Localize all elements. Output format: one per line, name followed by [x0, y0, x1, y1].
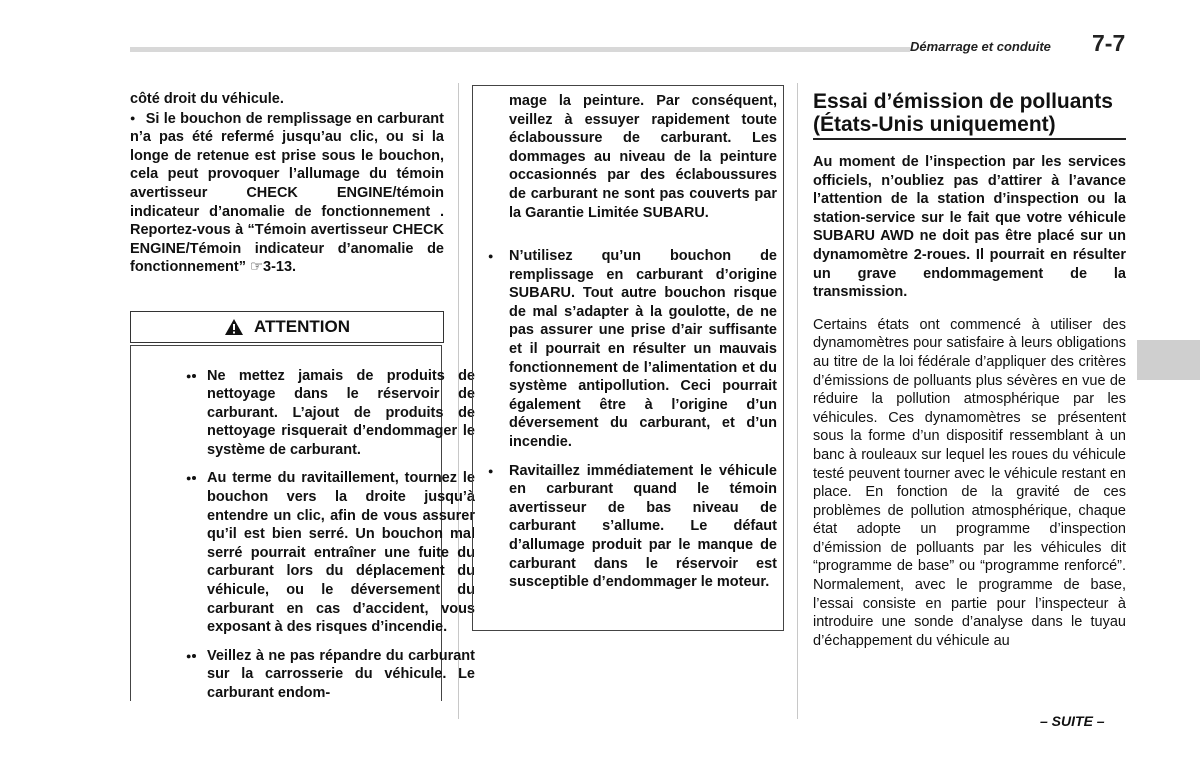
bullet: ● [488, 465, 494, 476]
list-item [186, 647, 475, 703]
section-title-rule [813, 138, 1126, 140]
bullet: • ● [186, 370, 192, 381]
intro-line: côté droit du véhicule. [130, 91, 284, 107]
intro-list [130, 109, 444, 277]
bullet: ● [130, 112, 136, 123]
column-3 [813, 90, 1126, 650]
attention-list-continued [488, 247, 777, 602]
attention-list [167, 367, 475, 713]
list-item-text: Veillez à ne pas répandre du carburant sur la carrosserie du véhicule. Le carburant endom- [207, 647, 475, 701]
continued-marker: – SUITE – [1040, 713, 1105, 729]
section-lead: Au moment de l’inspection par les services officiels, n’oubliez pas d’attirer à l’avance l’attention de la station d’inspection ou la station-service sur le fait que votre véhicule SUBARU AWD ne doit pas être placé sur un dynamomètre 2-roues. Il pourrait en résulter un grave endommagement de la transmission. [813, 154, 1126, 301]
attention-title: ATTENTION [253, 317, 350, 336]
header-rule [130, 47, 910, 52]
list-item [186, 367, 475, 460]
bullet: • ● [186, 650, 192, 661]
list-item-text: Ne mettez jamais de produits de nettoyage dans le réservoir de carburant. L’ajout de produits de nettoyage risquerait d’endommager le système de carburant. [207, 367, 475, 458]
section-title: Essai d’émission de polluants (États-Unis uniquement) [813, 90, 1113, 136]
list-item-text: Si le bouchon de remplissage en carburant n’a pas été refermé jusqu’au clic, ou si la longe de retenue est prise sous le bouchon, cela peut provoquer l’allumage du témoin avertisseur CHECK ENGINE/témoin indicateur d’anomalie de fonctionnement . Reportez-vous à “Témoin avertisseur CHECK ENGINE/Témoin indicateur d’anomalie de fonctionnement” ☞3-13. [130, 110, 444, 276]
attention-header [130, 311, 444, 343]
list-item [488, 462, 777, 592]
column-divider-right [797, 83, 798, 719]
attention-box [130, 345, 475, 701]
section-body: Certains états ont commencé à utiliser des dynamomètres pour satisfaire à leurs obligations au titre de la loi fédérale d’appliquer des critères d’émissions de polluants plus sévères en vue de réduire la pollution atmosphérique par les véhicules. Ces dynamomètres se présentent sous la forme d’un dispositif ressemblant à un banc à rouleaux sur lequel les roues du véhicule testé peuvent tourner avec le véhicule restant en place. En fonction de la gravité de ces problèmes de pollution atmosphérique, chaque état adopte un programme d’inspection d’émission de polluants par les véhicules dit “programme de base” ou “programme renforcé”. Normalement, avec le programme de base, l’essai consiste en partie pour l’inspecteur à introduire une sonde d’analyse dans le tuyau d’échappement du véhicule au [813, 316, 1126, 649]
bullet: • ● [186, 473, 192, 484]
bullet: ● [488, 251, 494, 261]
list-item [186, 469, 475, 636]
chapter-side-tab [1137, 340, 1200, 380]
list-item [488, 247, 777, 452]
list-item-text: Ravitaillez immédiatement le véhicule en carburant quand le témoin avertisseur de bas niveau de carburant s’allume. Le défaut d’allumage produit par le manque de carburant dans le réservoir est susceptible d’endommager le moteur. [509, 462, 777, 591]
chapter-title: Démarrage et conduite [910, 39, 1051, 54]
list-item-text: N’utilisez qu’un bouchon de remplissage en carburant d’origine SUBARU. Tout autre bouchon risque de mal s’adapter à la goulotte, de ne pas assurer une prise d’air suffisante et il pourrait en résulter un mauvais fonctionnement de l’alimentation et du système antipollution. Ceci pourrait également être à l’origine d’un déversement du carburant, et d’un incendie. [509, 248, 777, 450]
continued-text: mage la peinture. Par conséquent, veillez à essuyer rapidement toute éclaboussure de carburant. Les dommages au niveau de la peinture occasionnés par des éclaboussures de carburant ne sont pas couverts par la Garantie Limitée SUBARU. [509, 93, 777, 221]
column-1 [130, 90, 444, 277]
list-item-text: Au terme du ravitaillement, tournez le bouchon vers la droite jusqu’à entendre un clic, afin de vous assurer qu’il est bien serré. Un bouchon mal serré pourrait entraîner une fuite du carburant lors du déplacement du véhicule, ou le déversement du carburant en cas d’accident, vous exposant à des risques d’incendie. [207, 470, 475, 636]
attention-box-continued [472, 85, 784, 631]
warning-triangle-icon [224, 318, 244, 336]
page-number: 7-7 [1092, 30, 1126, 56]
list-item [130, 109, 444, 277]
